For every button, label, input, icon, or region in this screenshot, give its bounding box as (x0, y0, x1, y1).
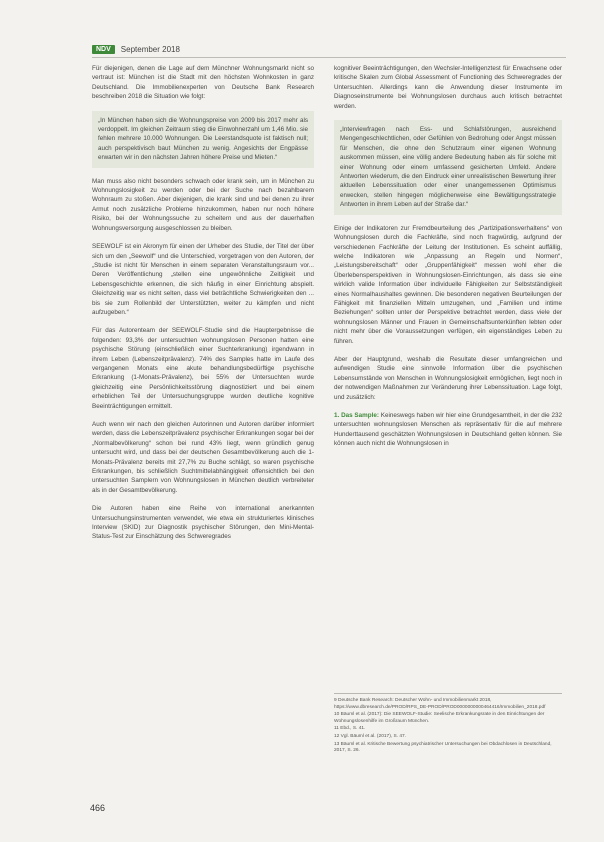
paragraph: Auch wenn wir nach den gleichen Autorinnen und Autoren darüber informiert werden, dass die Lebenszeitprävalenz psychischer Erkrankungen sogar bei der „Normalbevölkerung“ schon bei rund 43% liegt, wenn gründlich genug untersucht wird, und dass bei der deutschen Gesamtbevölkerung auch die 1-Monats-Prävalenz bereits mit 27,7% zu Buche schlägt, so waren psychische Erkrankungen, bis schließlich Suchtmittelabhängigkeit offensichtlich bei den untersuchten Samplern von Wohnungslosen in München deutlich verbreiteter als in der Gesamtbevölkerung. (92, 421, 314, 494)
block-quote: „Interviewfragen nach Ess- und Schlafstörungen, ausreichend Mengengeschlechtlichen, oder Gefühlen von Bedrohung oder Angst müssen für Menschen, die ohne den Schutzraum einer eigenen Wohnung auskommen müssen, eine völlig andere Bedeutung haben als für solche mit einer Wohnung oder einem umfassend gesicherten Umfeld. Andere Antworten wiederum, die den Eindruck einer unrealistischen Bewertung ihrer aktuellen Lebenssituation oder einer unangemessenen Optimismus erwecken, stellen hingegen möglicherweise eine Bewältigungsstrategie Antworten in ihrem Leben auf der Straße dar.“ (334, 120, 562, 215)
paragraph: Einige der Indikatoren zur Fremdbeurteilung des „Partizipationsverhaltens“ von Wohnungslosen durch die Fachkräfte, sind noch fragwürdig, aufgrund der verschiedenen Fachkräfte der Leitung der Institutionen. Es scheint auffällig, welche Indikatoren wie „Anpassung an Regeln und Normen“, „Leistungsbereitschaft“ oder „Gruppenfähigkeit“ messen wohl eher die Überlebensperspektiven in Wohnungslosen-Einrichtungen, als dass sie eine wirklich valide Information über individuelle Fähigkeiten zur Selbstständigkeit eines Normalhaushaltes gewinnen. Die besonderen negativen Beurteilungen der Fähigkeit mit finanziellen Mitteln umzugehen, und „Familien und intime Beziehungen“ sollten unter der Perspektive betrachtet werden, dass viele der wohnungslosen Männer und Frauen in Gemeinschaftsunterkünften lebten oder nicht mehr über die Voraussetzungen verfügen, ein eigenständiges Leben zu führen. (334, 224, 562, 345)
footnote: 10 Bäuml et al. (2017): Die SEEWOLF-Studie: Seelische Erkrankungsrate in den Einrichtungen der Wohnungslosenhilfe im Großraum München. (334, 712, 545, 724)
header-rule (92, 57, 566, 58)
page-header (92, 43, 180, 55)
section-heading: 1. Das Sample: (334, 412, 379, 419)
paragraph: Aber der Hauptgrund, weshalb die Resultate dieser umfangreichen und aufwendigen Studie eine sinnvolle Information über die psychischen Lebensumstände von Menschen in Wohnungslosigkeit ermöglichen, liegt noch in der notwendigen Maßnahmen zur Veränderung ihrer Lebenssituation. Lage folgt, und zusätzlich: (334, 355, 562, 401)
issue-date: September 2018 (120, 44, 180, 54)
section-text: Keineswegs haben wir hier eine Grundgesamtheit, in der die 232 untersuchten wohnungslosen Menschen als repräsentativ für die auf mehrere Hunderttausend geschätzten Wohnungslosen in Deutschland gelten können. Sie können auch nicht die Wohnungslosen in (334, 412, 562, 448)
right-column (334, 64, 562, 458)
numbered-section (334, 411, 562, 449)
journal-badge: NDV (92, 45, 115, 54)
paragraph: Für diejenigen, denen die Lage auf dem Münchner Wohnungsmarkt nicht so vertraut ist: München ist die Stadt mit den höchsten Wohnkosten in ganz Deutschland. Die Immobilienexperten von Deutsche Bank Research beschreiben 2018 die Situation wie folgt: (92, 65, 314, 101)
page-number: 466 (90, 803, 106, 813)
paragraph: SEEWOLF ist ein Akronym für einen der Urheber des Studie, der Titel der über sich um den „Seewolf“ und die Unterschied, vorgetragen von den Autoren, der „Studie ist nicht für Menschen in einem separaten Veranstaltungsraum vor... Deren Veröffentlichung „stellen eine ungewöhnliche Zeitigkeit und Lebensgeschichte erkennen, die sich häufig in einer Einrichtung abspielt. Gleichzeitig war es nicht selten, dass viel beträchtliche Schwierigkeiten den ... bis sie zum Rollenbild der Unterstützten, weiter zu kämpfen und nicht aufzugeben.“ (92, 243, 314, 316)
paragraph: Für das Autorenteam der SEEWOLF-Studie sind die Hauptergebnisse die folgenden: 93,3% der untersuchten wohnungslosen Personen hatten eine psychische Störung (einschließlich einer Suchterkrankung) irgendwann in ihrem Leben (Lebenszeitprävalenz). 74% des Samples hatte im Laufe des vergangenen Monats eine akute behandlungsbedürftige psychische Erkrankung (1-Monats-Prävalenz), bei 55% der Untersuchten wurde gleichzeitig eine Persönlichkeitsstörung diagnostiziert und bei einem erheblichen Teil der Untersuchungsgruppe wurden deutliche kognitive Beeinträchtigungen ermittelt. (92, 327, 314, 410)
paragraph: kognitiver Beeinträchtigungen, den Wechsler-Intelligenztest für Erwachsene oder kritische Skalen zum Global Assessment of Functioning des Schweregrades der Untersuchten. Allerdings kann die Anwendung dieser Instrumente im Diagnoseinstrumente bei Wohnungslosen durchaus auch kritisch betrachtet werden. (334, 65, 562, 110)
left-column (92, 64, 314, 551)
footnote: 13 Bäuml et al. Kritische Bewertung psychiatrischer Untersuchungen bei Obdachlosen in Deutschland, 2017, S. 26. (334, 741, 552, 754)
paragraph: Man muss also nicht besonders schwach oder krank sein, um in München zu Wohnungslosigkeit zu werden oder bei der Suche nach bezahlbarem Wohnraum zu stoßen. Aber diejenigen, die krank sind und bei denen zu ihrer Armut noch zusätzliche Probleme hinzukommen, haben nur noch höhere Risiko, bei der Wohnungssuche zu scheitern und aus der dauerhaften Wohnungsversorgung ausgeschlossen zu bleiben. (92, 177, 314, 232)
footnote: 12 Vgl. Bäuml et al. (2017), S. 47. (334, 733, 406, 739)
footnote: 11 Ebd., S. 41. (334, 726, 366, 732)
paragraph: Die Autoren haben eine Reihe von international anerkannten Untersuchungsinstrumenten verwendet, wie etwa ein strukturiertes klinisches Interview (SKID) zur Diagnostik psychischer Störungen, den Mini-Mental-Status-Test zur Einschätzung des Schweregrades (92, 505, 314, 541)
footnotes (334, 693, 562, 756)
block-quote: „In München haben sich die Wohnungspreise von 2009 bis 2017 mehr als verdoppelt. Im gleichen Zeitraum stieg die Einwohnerzahl um 1,46 Mio. sie fehlen mehrere 10.000 Wohnungen. Die Leerstandsquote ist faktisch null; auch perspektivisch baut München zu wenig. Angesichts der Engpässe erwarten wir in den nächsten Jahren höhere Preise und Mieten.“ (92, 111, 314, 168)
footnote: 9 Deutsche Bank Research: Deutscher Wohn- und Immobilienmarkt 2018, https://www.dbresearch.de/PROD/RPS_DE-PROD/PROD0000000000464416/Immobilien_2018.pdf (334, 698, 546, 710)
